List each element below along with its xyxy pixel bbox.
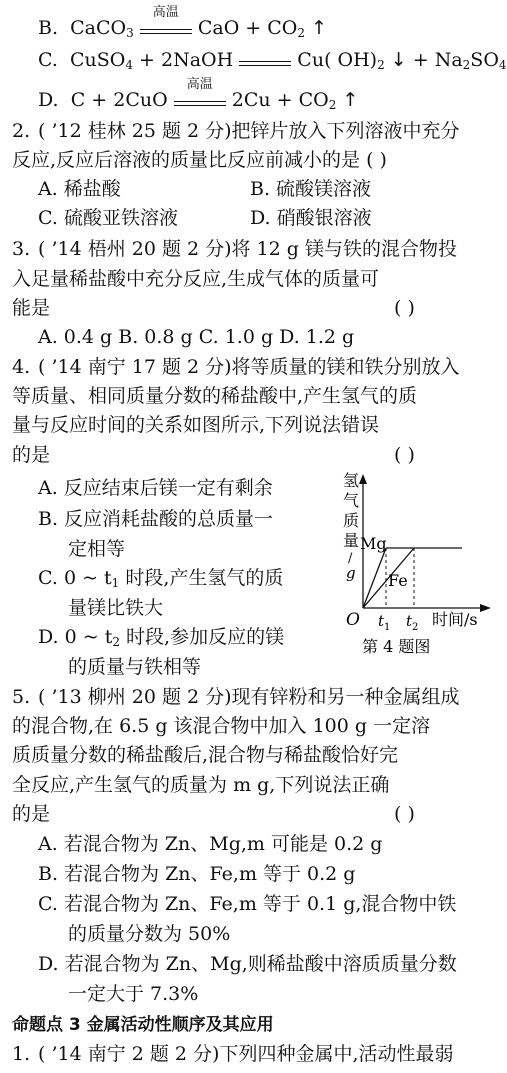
next-question-stem: ( ’14 南宁 2 题 2 分)下列四种金属中,活动性最弱: [38, 1043, 454, 1065]
q5-answer-paren: ( ): [394, 803, 415, 825]
q4-option-c-line2: 量镁比铁大: [68, 597, 164, 619]
q3-answer-paren: ( ): [394, 297, 415, 319]
mg-label: Mg: [360, 534, 387, 553]
y-axis-label-char: 氢: [343, 471, 360, 490]
q4-stem-line1: ( ’14 南宁 17 题 2 分)将等质量的镁和铁分别放入: [38, 356, 460, 378]
mg-curve-rise: [363, 548, 386, 608]
t1-label: t: [378, 612, 385, 630]
q1-option-d: D. C + 2CuO 高温 $2Cu + CO_2$ ↑: [38, 77, 359, 112]
q2-option-b: B. 硫酸镁溶液: [250, 178, 372, 200]
q2-option-a: A. 稀盐酸: [38, 178, 121, 200]
equals-sign: [239, 52, 291, 66]
q4-option-d-line2: 的质量与铁相等: [68, 656, 202, 678]
x-axis-arrow-icon: [480, 604, 491, 612]
t1-subscript: 1: [384, 622, 391, 633]
figure-caption: 第 4 题图: [362, 637, 431, 656]
q4-option-a: A. 反应结束后镁一定有剩余: [38, 477, 273, 499]
q1-option-c: C. CuSO$_4$ + 2NaOH Cu( $OH)_2$ ↓ + $Na_2SO_4$: [38, 49, 507, 72]
q5-option-a: A. 若混合物为 Zn、Mg,m 可能是 0.2 g: [38, 833, 383, 855]
q5-option-c-line2: 的质量分数为 50%: [68, 923, 231, 945]
q4-stem-line4: 的是: [12, 444, 51, 466]
q2-stem-line1: ( ’12 桂林 25 题 2 分)把锌片放入下列溶液中充分: [38, 120, 460, 142]
q5-option-c-line1: C. 若混合物为 Zn、Fe,m 等于 0.1 g,混合物中铁: [38, 893, 457, 915]
q5-stem-line5: 的是: [12, 803, 51, 825]
q2-stem-line2: 反应,反应后溶液的质量比反应前减小的是 ( ): [12, 149, 387, 171]
section-heading: 命题点 3 金属活动性顺序及其应用: [12, 1015, 274, 1035]
t2-label: t: [406, 612, 413, 630]
q5-stem-line1: ( ’13 柳州 20 题 2 分)现有锌粉和另一种金属组成: [38, 686, 460, 708]
q2-number: 2.: [12, 120, 31, 142]
x-axis-label: 时间/s: [432, 610, 478, 629]
q5-option-b: B. 若混合物为 Zn、Fe,m 等于 0.2 g: [38, 863, 356, 885]
y-axis-arrow-icon: [359, 474, 367, 484]
q3-stem-line1: ( ’14 梧州 20 题 2 分)将 12 g 镁与铁的混合物投: [38, 238, 458, 260]
reaction-condition: 高温: [174, 92, 226, 106]
q4-stem-line3: 量与反应时间的关系如图所示,下列说法错误: [12, 414, 380, 436]
gas-arrow-icon: ↑: [311, 17, 327, 39]
q5-option-d-line1: D. 若混合物为 Zn、Mg,则稀盐酸中溶质质量分数: [38, 953, 457, 975]
q3-stem-line2: 入足量稀盐酸中充分反应,生成气体的质量可: [12, 268, 380, 290]
q5-number: 5.: [12, 686, 31, 708]
gas-arrow-icon: ↑: [342, 89, 359, 111]
q5-stem-line2: 的混合物,在 6.5 g 该混合物中加入 100 g 一定溶: [12, 715, 431, 737]
q4-option-c-line1: C. 0 ~ $t_1$ 时段,产生氢气的质: [38, 567, 284, 590]
q4-option-d-line1: D. 0 ~ $t_2$ 时段,参加反应的镁: [38, 626, 285, 649]
q3-number: 3.: [12, 238, 31, 260]
y-axis-label-char: 质: [343, 511, 360, 530]
y-axis-label-char: /: [348, 551, 353, 566]
y-axis-label-char: g: [346, 564, 356, 582]
next-question-number: 1.: [12, 1043, 31, 1065]
q4-option-b-line2: 定相等: [68, 538, 126, 560]
t2-subscript: 2: [412, 622, 419, 633]
fe-label: Fe: [388, 571, 408, 590]
q3-stem-line3: 能是: [12, 297, 51, 319]
q5-stem-line3: 质质量分数的稀盐酸后,混合物与稀盐酸恰好完: [12, 744, 399, 766]
q4-stem-line2: 等质量、相同质量分数的稀盐酸中,产生氢气的质: [12, 385, 418, 407]
q5-option-d-line2: 一定大于 7.3%: [68, 983, 199, 1005]
q2-option-d: D. 硝酸银溶液: [250, 207, 372, 229]
q1-option-b: B. CaCO$_3$ 高温 CaO + $CO_2$ ↑: [38, 5, 327, 40]
y-axis-label-char: 气: [343, 491, 360, 510]
q3-options: A. 0.4 g B. 0.8 g C. 1.0 g D. 1.2 g: [38, 326, 355, 348]
q2-option-c: C. 硫酸亚铁溶液: [38, 207, 178, 229]
reaction-condition: 高温: [140, 20, 192, 34]
q4-number: 4.: [12, 356, 31, 378]
q5-stem-line4: 全反应,产生氢气的质量为 m g,下列说法正确: [12, 774, 390, 796]
origin-label: O: [346, 610, 360, 630]
precipitate-arrow-icon: ↓: [390, 49, 407, 71]
y-axis-label-char: 量: [343, 531, 360, 550]
q4-option-b-line1: B. 反应消耗盐酸的总质量一: [38, 508, 274, 530]
q4-answer-paren: ( ): [394, 444, 415, 466]
q4-figure-graph: [326, 470, 496, 658]
